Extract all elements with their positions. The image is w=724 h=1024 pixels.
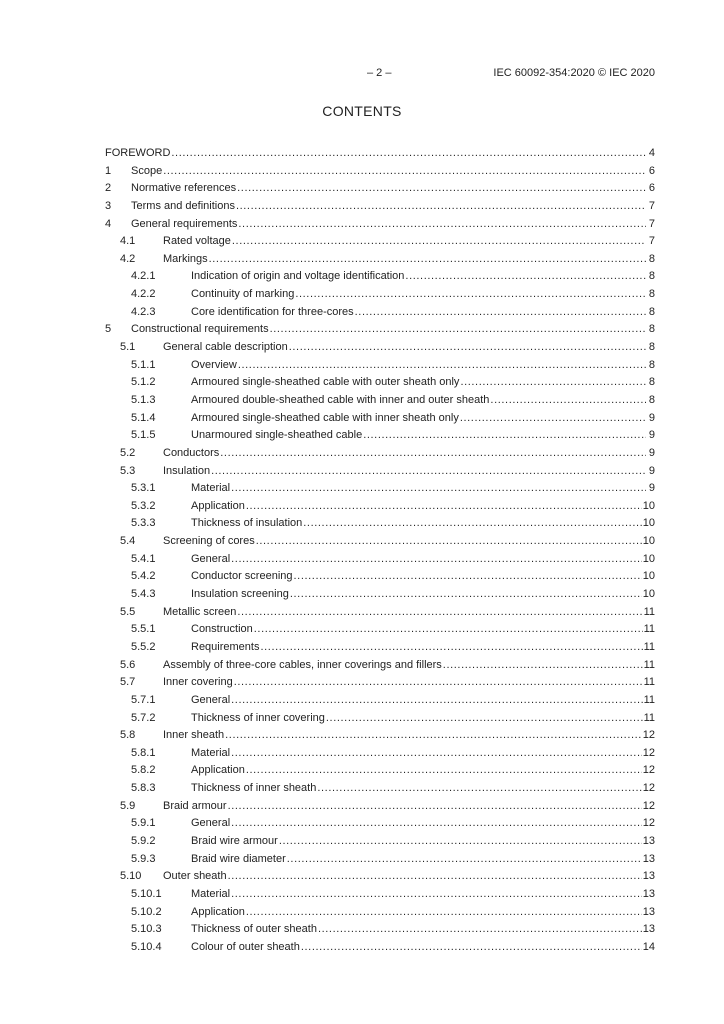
toc-entry-title: Constructional requirements — [131, 323, 269, 336]
toc-leader-dots — [220, 445, 646, 461]
table-of-contents — [105, 145, 655, 956]
toc-entry-number: 5.1.5 — [131, 429, 156, 442]
toc-entry-page: 10 — [642, 535, 655, 548]
toc-entry-page: 9 — [648, 446, 655, 459]
toc-leader-dots — [163, 163, 646, 179]
toc-entry-title: Armoured double-sheathed cable with inner and outer sheath — [191, 393, 490, 406]
toc-entry[interactable] — [105, 798, 655, 816]
toc-leader-dots — [237, 180, 646, 196]
toc-entry-page: 6 — [648, 182, 655, 195]
toc-entry-page: 12 — [642, 729, 655, 742]
toc-leader-dots — [317, 780, 641, 796]
toc-entry-page: 6 — [648, 164, 655, 177]
toc-leader-dots — [270, 321, 646, 337]
toc-entry[interactable] — [105, 568, 655, 586]
toc-leader-dots — [303, 515, 641, 531]
toc-entry-page: 8 — [648, 270, 655, 283]
toc-entry[interactable] — [105, 233, 655, 251]
toc-entry[interactable] — [105, 374, 655, 392]
toc-entry[interactable] — [105, 180, 655, 198]
toc-entry-number: 5.10.1 — [131, 887, 162, 900]
toc-leader-dots — [279, 833, 642, 849]
toc-entry-page: 10 — [642, 517, 655, 530]
toc-leader-dots — [231, 745, 642, 761]
toc-entry-number: 4.2.3 — [131, 305, 156, 318]
standard-reference: IEC 60092-354:2020 © IEC 2020 — [493, 67, 655, 79]
toc-entry[interactable] — [105, 533, 655, 551]
toc-leader-dots — [231, 886, 642, 902]
toc-entry-title: Screening of cores — [163, 535, 255, 548]
toc-entry-number: 5.4.3 — [131, 588, 156, 601]
toc-leader-dots — [246, 904, 642, 920]
toc-entry-page: 9 — [648, 411, 655, 424]
toc-entry-title: General requirements — [131, 217, 238, 230]
toc-entry-page: 11 — [643, 693, 655, 706]
toc-entry[interactable] — [105, 921, 655, 939]
toc-entry-number: 5.9.2 — [131, 834, 156, 847]
toc-entry-page: 13 — [642, 887, 655, 900]
toc-entry[interactable] — [105, 515, 655, 533]
toc-entry-page: 9 — [648, 464, 655, 477]
toc-entry-number: 5.8.3 — [131, 782, 156, 795]
toc-entry[interactable] — [105, 815, 655, 833]
toc-entry-number: 5.7 — [120, 676, 136, 689]
toc-entry-title: Material — [191, 482, 231, 495]
toc-entry-title: Braid wire diameter — [191, 852, 286, 865]
toc-entry[interactable] — [105, 621, 655, 639]
toc-entry-number: 5.9.3 — [131, 852, 156, 865]
page-header — [0, 67, 724, 83]
toc-entry-title: Material — [191, 887, 231, 900]
toc-entry-number: 5.3.1 — [131, 482, 156, 495]
toc-entry-page: 12 — [642, 782, 655, 795]
toc-entry-page: 4 — [648, 147, 655, 159]
toc-entry-page: 12 — [642, 746, 655, 759]
toc-entry-title: Scope — [131, 164, 163, 177]
toc-leader-dots — [232, 233, 646, 249]
toc-entry[interactable] — [105, 480, 655, 498]
toc-entry-number: 5.8 — [120, 729, 136, 742]
toc-entry-page: 14 — [642, 940, 655, 953]
toc-entry-page: 13 — [642, 834, 655, 847]
toc-entry-number: 5.3 — [120, 464, 136, 477]
toc-leader-dots — [290, 586, 642, 602]
toc-entry-title: Thickness of inner sheath — [191, 782, 317, 795]
toc-entry-title: Thickness of outer sheath — [191, 923, 317, 936]
toc-entry[interactable] — [105, 639, 655, 657]
toc-entry-title: Metallic screen — [163, 605, 237, 618]
toc-entry-page: 10 — [642, 552, 655, 565]
toc-entry-page: 11 — [643, 658, 655, 671]
toc-entry[interactable] — [105, 427, 655, 445]
toc-entry-title: Application — [191, 905, 245, 918]
toc-entry-title: FOREWORD — [105, 147, 171, 159]
toc-entry-page: 9 — [648, 429, 655, 442]
toc-entry[interactable] — [105, 357, 655, 375]
toc-leader-dots — [460, 410, 646, 426]
toc-entry-page: 12 — [642, 799, 655, 812]
toc-leader-dots — [301, 939, 642, 955]
toc-leader-dots — [318, 921, 642, 937]
toc-entry-page: 11 — [643, 640, 655, 653]
toc-entry-number: 5.7.2 — [131, 711, 156, 724]
toc-entry[interactable] — [105, 886, 655, 904]
toc-entry-title: Conductors — [163, 446, 220, 459]
toc-entry-title: Braid wire armour — [191, 834, 278, 847]
toc-entry-number: 5.1.1 — [131, 358, 156, 371]
toc-leader-dots — [237, 604, 642, 620]
toc-entry-number: 5.9.1 — [131, 817, 156, 830]
toc-entry-page: 12 — [642, 817, 655, 830]
toc-leader-dots — [231, 480, 646, 496]
toc-entry[interactable] — [105, 851, 655, 869]
toc-entry-title: Thickness of inner covering — [191, 711, 325, 724]
toc-entry[interactable] — [105, 216, 655, 234]
toc-entry[interactable] — [105, 392, 655, 410]
toc-entry[interactable] — [105, 286, 655, 304]
toc-entry-number: 5.7.1 — [131, 693, 156, 706]
toc-leader-dots — [405, 268, 646, 284]
toc-leader-dots — [443, 657, 643, 673]
toc-entry-page: 8 — [648, 305, 655, 318]
toc-entry[interactable] — [105, 833, 655, 851]
toc-entry-title: General cable description — [163, 341, 288, 354]
toc-entry-title: Conductor screening — [191, 570, 293, 583]
toc-leader-dots — [171, 145, 646, 161]
toc-leader-dots — [231, 551, 642, 567]
toc-entry-page: 7 — [648, 235, 655, 248]
toc-entry-number: 5.8.1 — [131, 746, 156, 759]
toc-entry-title: Material — [191, 746, 231, 759]
toc-entry-page: 10 — [642, 570, 655, 583]
toc-entry-title: Application — [191, 499, 245, 512]
toc-entry-page: 8 — [648, 252, 655, 265]
toc-entry-title: General — [191, 552, 231, 565]
toc-entry-title: Overview — [191, 358, 237, 371]
toc-leader-dots — [287, 851, 642, 867]
toc-leader-dots — [231, 815, 642, 831]
toc-leader-dots — [490, 392, 646, 408]
toc-entry-number: 2 — [105, 182, 112, 195]
toc-leader-dots — [294, 568, 642, 584]
toc-entry[interactable] — [105, 727, 655, 745]
toc-leader-dots — [254, 621, 643, 637]
toc-leader-dots — [256, 533, 642, 549]
toc-entry-page: 10 — [642, 499, 655, 512]
toc-entry-page: 11 — [643, 711, 655, 724]
toc-entry[interactable] — [105, 586, 655, 604]
toc-entry-number: 5.1.3 — [131, 393, 156, 406]
toc-entry[interactable] — [105, 251, 655, 269]
toc-entry-title: Terms and definitions — [131, 199, 235, 212]
toc-entry[interactable] — [105, 939, 655, 957]
toc-entry-page: 11 — [643, 605, 655, 618]
toc-entry-number: 5.9 — [120, 799, 136, 812]
toc-leader-dots — [225, 727, 642, 743]
toc-entry-page: 8 — [648, 376, 655, 389]
toc-entry[interactable] — [105, 321, 655, 339]
toc-entry-title: Application — [191, 764, 245, 777]
toc-entry-title: Armoured single-sheathed cable with inner sheath only — [191, 411, 459, 424]
toc-entry-number: 4.2 — [120, 252, 136, 265]
toc-leader-dots — [363, 427, 646, 443]
toc-entry-title: Unarmoured single-sheathed cable — [191, 429, 363, 442]
toc-entry-number: 5.10.3 — [131, 923, 162, 936]
toc-leader-dots — [231, 692, 642, 708]
toc-entry-page: 13 — [642, 905, 655, 918]
toc-entry-number: 5.1.2 — [131, 376, 156, 389]
toc-entry-title: Insulation screening — [191, 588, 289, 601]
toc-entry-title: Thickness of insulation — [191, 517, 303, 530]
toc-entry-title: Inner covering — [163, 676, 233, 689]
toc-entry[interactable] — [105, 498, 655, 516]
toc-entry-number: 5.10.4 — [131, 940, 162, 953]
toc-entry-number: 5.1.4 — [131, 411, 156, 424]
toc-entry-number: 5.4 — [120, 535, 136, 548]
toc-entry-page: 7 — [648, 199, 655, 212]
toc-entry-number: 5.8.2 — [131, 764, 156, 777]
toc-entry-title: Requirements — [191, 640, 260, 653]
toc-entry-number: 5.4.2 — [131, 570, 156, 583]
toc-leader-dots — [236, 198, 646, 214]
toc-entry-number: 5.10 — [120, 870, 142, 883]
toc-entry-number: 5.4.1 — [131, 552, 156, 565]
toc-entry[interactable] — [105, 657, 655, 675]
toc-entry-page: 12 — [642, 764, 655, 777]
toc-entry[interactable] — [105, 268, 655, 286]
toc-leader-dots — [460, 374, 646, 390]
toc-leader-dots — [234, 674, 643, 690]
toc-entry[interactable] — [105, 304, 655, 322]
toc-entry-page: 7 — [648, 217, 655, 230]
toc-entry-number: 4.2.2 — [131, 288, 156, 301]
toc-entry-title: Continuity of marking — [191, 288, 295, 301]
toc-entry-page: 9 — [648, 482, 655, 495]
toc-entry[interactable] — [105, 145, 655, 163]
toc-entry-number: 5.5 — [120, 605, 136, 618]
toc-entry-title: Normative references — [131, 182, 237, 195]
contents-title: CONTENTS — [322, 103, 402, 119]
toc-leader-dots — [289, 339, 646, 355]
toc-entry-page: 8 — [648, 288, 655, 301]
toc-entry[interactable] — [105, 904, 655, 922]
toc-entry[interactable] — [105, 710, 655, 728]
toc-leader-dots — [295, 286, 646, 302]
toc-leader-dots — [228, 868, 642, 884]
toc-entry-title: Assembly of three-core cables, inner coverings and fillers — [163, 658, 442, 671]
toc-entry[interactable] — [105, 339, 655, 357]
toc-entry-number: 5.2 — [120, 446, 136, 459]
toc-entry-title: Braid armour — [163, 799, 227, 812]
toc-entry[interactable] — [105, 674, 655, 692]
toc-entry-title: Core identification for three-cores — [191, 305, 354, 318]
toc-entry-number: 4.2.1 — [131, 270, 156, 283]
toc-entry-page: 13 — [642, 923, 655, 936]
toc-entry[interactable] — [105, 762, 655, 780]
toc-entry-number: 5.1 — [120, 341, 136, 354]
toc-entry-page: 8 — [648, 341, 655, 354]
toc-entry-number: 5.5.2 — [131, 640, 156, 653]
toc-entry[interactable] — [105, 463, 655, 481]
toc-entry-page: 11 — [643, 676, 655, 689]
toc-entry-number: 5.3.3 — [131, 517, 156, 530]
toc-entry-number: 4.1 — [120, 235, 136, 248]
toc-entry-page: 13 — [642, 870, 655, 883]
toc-entry-page: 8 — [648, 358, 655, 371]
toc-entry-title: Inner sheath — [163, 729, 225, 742]
toc-entry-page: 10 — [642, 588, 655, 601]
page-number: – 2 – — [367, 67, 392, 79]
toc-entry[interactable] — [105, 604, 655, 622]
toc-leader-dots — [246, 762, 642, 778]
toc-entry[interactable] — [105, 745, 655, 763]
toc-entry-number: 5.6 — [120, 658, 136, 671]
toc-leader-dots — [209, 251, 646, 267]
toc-leader-dots — [211, 463, 646, 479]
toc-entry[interactable] — [105, 163, 655, 181]
toc-entry-number: 5.10.2 — [131, 905, 162, 918]
toc-entry-title: Armoured single-sheathed cable with outer sheath only — [191, 376, 460, 389]
toc-entry-number: 5 — [105, 323, 112, 336]
toc-entry-number: 5.5.1 — [131, 623, 156, 636]
toc-entry[interactable] — [105, 868, 655, 886]
toc-entry-title: Markings — [163, 252, 208, 265]
toc-entry-title: General — [191, 693, 231, 706]
toc-entry-title: Insulation — [163, 464, 211, 477]
toc-entry-number: 1 — [105, 164, 112, 177]
toc-entry[interactable] — [105, 780, 655, 798]
toc-entry-title: Construction — [191, 623, 253, 636]
toc-leader-dots — [228, 798, 642, 814]
toc-entry[interactable] — [105, 410, 655, 428]
toc-leader-dots — [238, 357, 646, 373]
toc-entry-page: 8 — [648, 323, 655, 336]
toc-entry-title: Colour of outer sheath — [191, 940, 300, 953]
toc-entry-title: Rated voltage — [163, 235, 231, 248]
toc-entry-title: Indication of origin and voltage identification — [191, 270, 405, 283]
toc-entry-number: 5.3.2 — [131, 499, 156, 512]
toc-entry[interactable] — [105, 551, 655, 569]
toc-entry-page: 11 — [643, 623, 655, 636]
toc-leader-dots — [326, 710, 643, 726]
toc-entry[interactable] — [105, 198, 655, 216]
toc-entry-page: 8 — [648, 393, 655, 406]
toc-entry[interactable] — [105, 445, 655, 463]
toc-entry-title: Outer sheath — [163, 870, 227, 883]
toc-entry-number: 3 — [105, 199, 112, 212]
toc-entry-title: General — [191, 817, 231, 830]
toc-leader-dots — [260, 639, 642, 655]
toc-entry-page: 13 — [642, 852, 655, 865]
toc-leader-dots — [355, 304, 646, 320]
toc-entry[interactable] — [105, 692, 655, 710]
toc-leader-dots — [246, 498, 642, 514]
toc-entry-number: 4 — [105, 217, 112, 230]
toc-leader-dots — [238, 216, 646, 232]
